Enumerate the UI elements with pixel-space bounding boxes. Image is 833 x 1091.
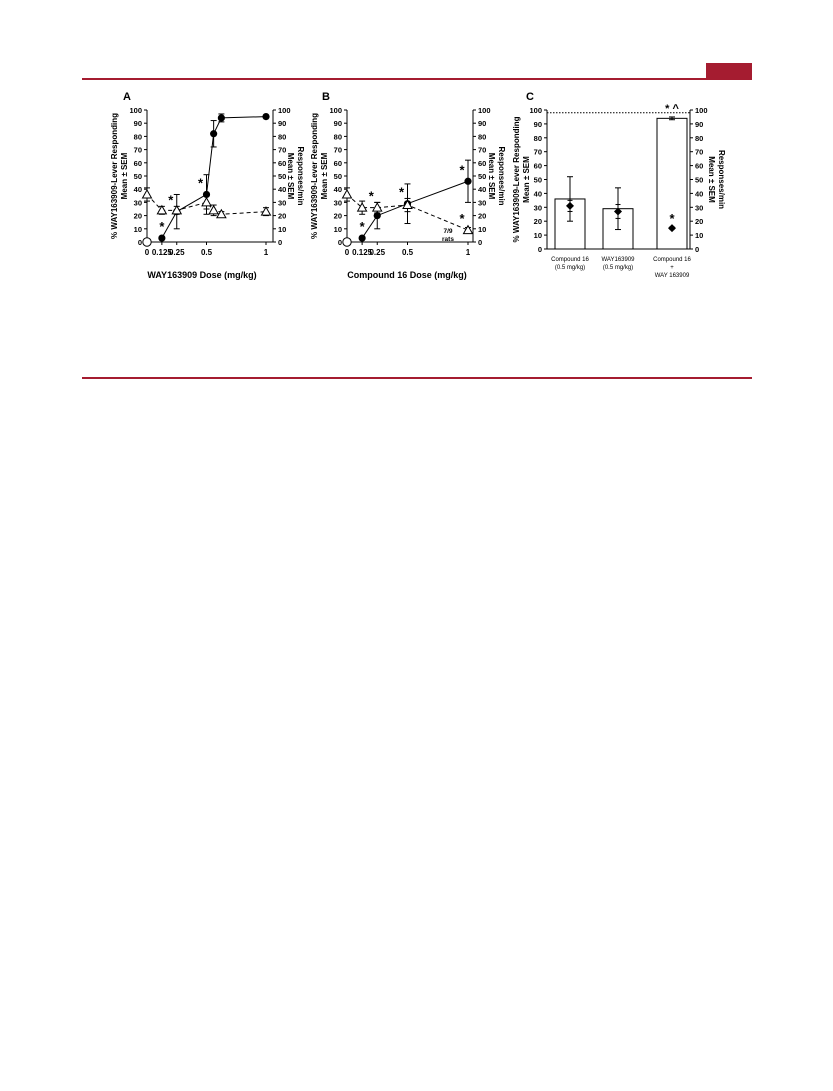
y-tick-label-left: 20 xyxy=(333,211,342,221)
y-tick-label-left: 60 xyxy=(533,161,542,171)
x-tick-label: 0.125 xyxy=(151,248,172,257)
chart-panel-a xyxy=(106,86,306,286)
data-point-open-triangle xyxy=(343,190,352,198)
y-tick-label-left: 40 xyxy=(333,185,342,195)
y-tick-label-right: 100 xyxy=(695,106,708,115)
x-tick-label: 0 xyxy=(344,248,350,257)
x-category-label-line: WAY 163909 xyxy=(654,273,690,279)
y-tick-label-right: 60 xyxy=(278,158,287,168)
y-tick-label-right: 80 xyxy=(478,132,487,142)
header-rule xyxy=(82,78,752,80)
y-tick-label-left: 40 xyxy=(533,189,542,199)
y-axis-label-left-line: % WAY163909-Lever Responding xyxy=(512,116,521,243)
y-tick-label-right: 10 xyxy=(478,224,487,234)
y-axis-label-left-line: Mean ± SEM xyxy=(120,152,129,200)
chart-panel-b xyxy=(306,86,511,286)
y-tick-label-right: 40 xyxy=(278,185,287,195)
y-tick-label-left: 60 xyxy=(133,158,142,168)
x-category-label xyxy=(551,257,589,271)
y-tick-label-left: 90 xyxy=(133,119,142,129)
y-tick-label-left: 20 xyxy=(533,217,542,227)
y-tick-label-right: 80 xyxy=(695,133,704,143)
chart-panel-c xyxy=(510,86,742,286)
header-tab xyxy=(706,63,752,78)
significance-star: * xyxy=(459,162,465,178)
y-tick-label-left: 80 xyxy=(133,132,142,142)
data-point-open-circle xyxy=(343,238,351,246)
significance-star: * xyxy=(669,211,675,227)
y-axis-label-left-line: Mean ± SEM xyxy=(522,156,531,203)
y-tick-label-right: 20 xyxy=(278,211,287,221)
significance-star: * xyxy=(368,188,374,204)
y-tick-label-right: 0 xyxy=(278,238,283,247)
panel-letter: B xyxy=(322,91,330,103)
y-tick-label-right: 60 xyxy=(478,158,487,168)
y-axis-label-right-line: Mean ± SEM xyxy=(286,152,295,200)
x-category-label xyxy=(653,257,691,279)
y-axis-label-left xyxy=(512,116,531,242)
x-category-label-line: + xyxy=(670,265,674,271)
y-tick-label-left: 70 xyxy=(533,147,542,157)
panel-letter: A xyxy=(123,91,131,103)
y-axis-label-right-line: Responses/min xyxy=(717,149,726,210)
y-tick-label-left: 100 xyxy=(129,106,142,115)
data-point-open-triangle xyxy=(464,226,473,234)
y-tick-label-right: 30 xyxy=(278,198,287,208)
y-axis-label-right-line: Responses/min xyxy=(296,146,305,206)
y-tick-label-right: 70 xyxy=(278,145,287,155)
y-axis-label-left-line: Mean ± SEM xyxy=(320,152,329,200)
rats-annotation-line: rats xyxy=(442,235,454,243)
y-tick-label-left: 90 xyxy=(533,119,542,129)
rats-annotation-line: 7/9 xyxy=(443,227,453,235)
y-axis-label-left-line: % WAY163909-Lever Responding xyxy=(310,113,319,239)
y-tick-label-right: 100 xyxy=(478,106,491,115)
x-tick-label: 0.5 xyxy=(200,248,213,257)
y-tick-label-left: 20 xyxy=(133,211,142,221)
y-tick-label-right: 90 xyxy=(695,119,704,129)
x-category-label-line: Compound 16 xyxy=(653,257,691,263)
x-tick-label: 0.5 xyxy=(401,248,414,257)
y-tick-label-right: 0 xyxy=(478,238,483,247)
x-category-label-line: (0.5 mg/kg) xyxy=(602,265,634,271)
y-tick-label-right: 90 xyxy=(278,119,287,129)
y-tick-label-right: 70 xyxy=(695,147,704,157)
y-tick-label-left: 0 xyxy=(137,238,142,247)
y-tick-label-left: 100 xyxy=(529,106,542,115)
x-tick-label: 0.25 xyxy=(168,248,185,257)
y-tick-label-left: 0 xyxy=(337,238,342,247)
significance-star: * xyxy=(398,184,405,200)
data-point-filled-circle xyxy=(158,234,165,241)
y-tick-label-left: 80 xyxy=(333,132,342,142)
x-tick-label: 0.25 xyxy=(369,248,386,257)
data-point-open-triangle xyxy=(202,198,211,206)
significance-star: * xyxy=(159,219,165,235)
y-tick-label-right: 50 xyxy=(278,172,287,181)
y-tick-label-left: 90 xyxy=(333,119,342,129)
y-axis-label-right xyxy=(707,150,726,209)
y-tick-label-left: 40 xyxy=(133,185,142,195)
y-tick-label-left: 0 xyxy=(537,245,542,254)
x-category-label-line: Compound 16 xyxy=(551,257,589,263)
y-tick-label-right: 30 xyxy=(478,198,487,208)
bar-significance-mark: * ^ xyxy=(665,102,679,115)
y-tick-label-left: 50 xyxy=(133,172,142,181)
y-tick-label-right: 50 xyxy=(695,175,704,185)
y-axis-label-right-line: Responses/min xyxy=(497,146,506,206)
y-tick-label-left: 30 xyxy=(133,198,142,208)
x-category-label-line: (0.5 mg/kg) xyxy=(554,265,586,271)
rats-annotation xyxy=(442,228,454,243)
y-axis-label-right xyxy=(487,146,506,205)
y-tick-label-right: 30 xyxy=(695,203,704,213)
data-point-filled-circle xyxy=(262,113,269,120)
significance-star: * xyxy=(359,219,365,235)
data-point-filled-circle xyxy=(218,114,225,121)
significance-star: * xyxy=(168,192,174,208)
y-tick-label-left: 50 xyxy=(533,175,542,185)
panel-letter: C xyxy=(526,91,534,103)
y-tick-label-right: 20 xyxy=(695,217,704,227)
y-axis-label-left xyxy=(110,113,129,239)
y-tick-label-left: 10 xyxy=(533,231,542,241)
y-tick-label-left: 60 xyxy=(333,158,342,168)
y-axis-label-right-line: Mean ± SEM xyxy=(487,152,496,200)
data-point-open-circle xyxy=(143,238,151,246)
data-point-filled-circle xyxy=(464,178,471,185)
data-point-filled-circle xyxy=(210,130,217,137)
data-point-open-triangle xyxy=(262,207,271,215)
y-tick-label-right: 40 xyxy=(478,185,487,195)
y-tick-label-right: 90 xyxy=(478,119,487,129)
y-tick-label-left: 30 xyxy=(533,203,542,213)
x-tick-label: 0 xyxy=(144,248,150,257)
y-axis-label-right-line: Mean ± SEM xyxy=(707,156,716,203)
y-tick-label-right: 40 xyxy=(695,189,704,199)
x-axis-label: Compound 16 Dose (mg/kg) xyxy=(347,270,467,280)
y-tick-label-left: 80 xyxy=(533,133,542,143)
y-tick-label-left: 10 xyxy=(333,224,342,234)
footer-rule xyxy=(82,377,752,379)
y-tick-label-right: 20 xyxy=(478,211,487,221)
x-category-label-line: WAY163909 xyxy=(601,257,635,263)
y-axis-label-left xyxy=(310,113,329,239)
y-tick-label-left: 70 xyxy=(333,145,342,155)
x-category-label xyxy=(601,257,635,271)
x-tick-label: 1 xyxy=(263,248,269,257)
significance-star: * xyxy=(459,211,465,227)
y-tick-label-right: 80 xyxy=(278,132,287,142)
y-tick-label-left: 10 xyxy=(133,224,142,234)
y-tick-label-right: 50 xyxy=(478,172,487,181)
y-tick-label-left: 30 xyxy=(333,198,342,208)
significance-star: * xyxy=(197,175,204,191)
y-tick-label-right: 100 xyxy=(278,106,291,115)
y-tick-label-left: 100 xyxy=(329,106,342,115)
y-axis-label-right xyxy=(286,146,305,205)
y-tick-label-right: 10 xyxy=(695,231,704,241)
y-tick-label-left: 50 xyxy=(333,172,342,181)
y-tick-label-right: 10 xyxy=(278,224,287,234)
data-point-filled-circle xyxy=(359,234,366,241)
y-tick-label-right: 0 xyxy=(695,245,700,254)
y-tick-label-left: 70 xyxy=(133,145,142,155)
y-tick-label-right: 60 xyxy=(695,161,704,171)
y-tick-label-right: 70 xyxy=(478,145,487,155)
x-tick-label: 0.125 xyxy=(352,248,373,257)
x-tick-label: 1 xyxy=(465,248,471,257)
data-point-open-triangle xyxy=(143,190,152,198)
y-axis-label-left-line: % WAY163909-Lever Responding xyxy=(110,113,119,239)
x-axis-label: WAY163909 Dose (mg/kg) xyxy=(147,270,257,280)
